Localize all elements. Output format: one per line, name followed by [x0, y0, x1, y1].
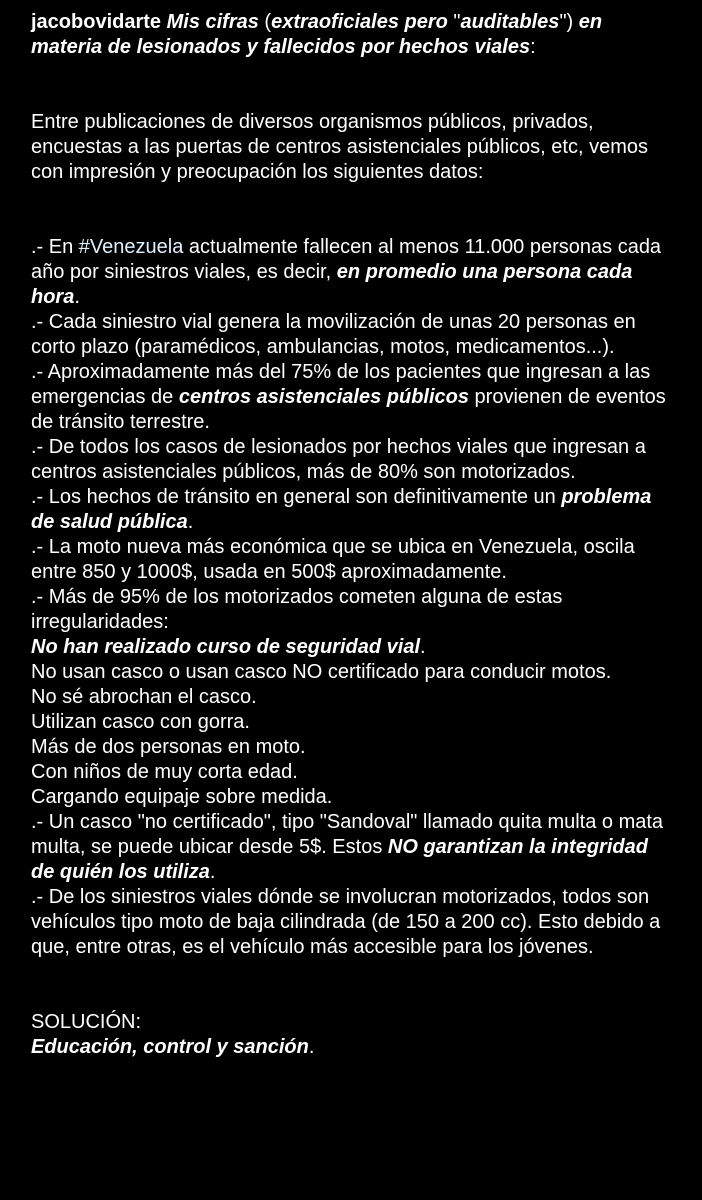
title-emphasis-4: en materia de lesionados y fallecidos por hechos viales	[31, 11, 603, 58]
title-emphasis-2: extraoficiales pero	[271, 11, 454, 33]
solution-heading: SOLUCIÓN:	[31, 1011, 142, 1033]
item-text: .- Un casco "no certificado", tipo "Sandoval" llamado quita multa o mata multa, se puede ubicar desde 5$. Estos	[31, 811, 664, 858]
data-item	[31, 810, 671, 885]
item-text: .	[187, 511, 194, 533]
item-text: .- Aproximadamente más del 75% de los pacientes que ingresan a las emergencias de	[31, 361, 651, 408]
data-item: .- La moto nueva más económica que se ubica en Venezuela, oscila entre 850 y 1000$, usada en 500$ aproximadamente.	[31, 536, 635, 583]
irregularity-item	[31, 635, 671, 660]
title-plain-2: "	[453, 11, 461, 33]
item-text: .- Los hechos de tránsito en general son definitivamente un	[31, 486, 562, 508]
irregularity-item: Más de dos personas en moto.	[31, 736, 306, 758]
item-emphasis: en promedio una persona cada hora	[31, 261, 633, 308]
data-item	[31, 485, 671, 535]
item-text: .	[209, 861, 216, 883]
title-plain-3: ")	[559, 11, 579, 33]
caption-header	[31, 10, 671, 60]
solution-text	[31, 1035, 671, 1060]
irregularity-item: No usan casco o usan casco NO certificado para conducir motos.	[31, 661, 612, 683]
item-emphasis: No han realizado curso de seguridad vial	[31, 636, 420, 658]
data-item: .- Cada siniestro vial genera la movilización de unas 20 personas en corto plazo (paramédicos, ambulancias, motos, medicamentos...).	[31, 311, 636, 358]
post-caption	[31, 10, 671, 1060]
title-plain-4: :	[530, 36, 536, 58]
username-link[interactable]: jacobovidarte	[31, 11, 162, 33]
solution-period: .	[308, 1036, 315, 1058]
item-text: actualmente fallecen al menos 11.000 personas cada año por siniestros viales, es decir,	[31, 236, 662, 283]
data-item: .- De los siniestros viales dónde se involucran motorizados, todos son vehículos tipo moto de baja cilindrada (de 150 a 200 cc). Esto debido a que, entre otras, es el vehículo más accesible para los jóvenes.	[31, 886, 661, 958]
data-item	[31, 360, 671, 435]
irregularity-item: Con niños de muy corta edad.	[31, 761, 298, 783]
data-item	[31, 235, 671, 310]
data-item: .- De todos los casos de lesionados por hechos viales que ingresan a centros asistenciales públicos, más de 80% son motorizados.	[31, 436, 646, 483]
item-emphasis: NO garantizan la integridad de quién los utiliza	[31, 836, 648, 883]
title-emphasis-3: auditables	[460, 11, 560, 33]
item-text: provienen de eventos de tránsito terrestre.	[31, 386, 666, 433]
item-text: .- En	[31, 236, 79, 258]
hashtag-link[interactable]: #Venezuela	[78, 236, 184, 258]
data-item: .- Más de 95% de los motorizados cometen alguna de estas irregularidades:	[31, 586, 563, 633]
solution-emphasis: Educación, control y sanción	[31, 1036, 309, 1058]
intro-paragraph: Entre publicaciones de diversos organismos públicos, privados, encuestas a las puertas de centros asistenciales públicos, etc, vemos con impresión y preocupación los siguientes datos:	[31, 111, 648, 183]
item-text: .	[74, 286, 80, 308]
irregularity-item: Cargando equipaje sobre medida.	[31, 786, 333, 808]
title-plain: (	[258, 11, 272, 33]
item-emphasis: centros asistenciales públicos	[178, 386, 469, 408]
item-emphasis: problema de salud pública	[31, 486, 652, 533]
irregularity-item: No sé abrochan el casco.	[31, 686, 257, 708]
title-emphasis: Mis cifras	[166, 11, 259, 33]
irregularity-item: Utilizan casco con gorra.	[31, 711, 250, 733]
item-text: .	[420, 636, 426, 658]
